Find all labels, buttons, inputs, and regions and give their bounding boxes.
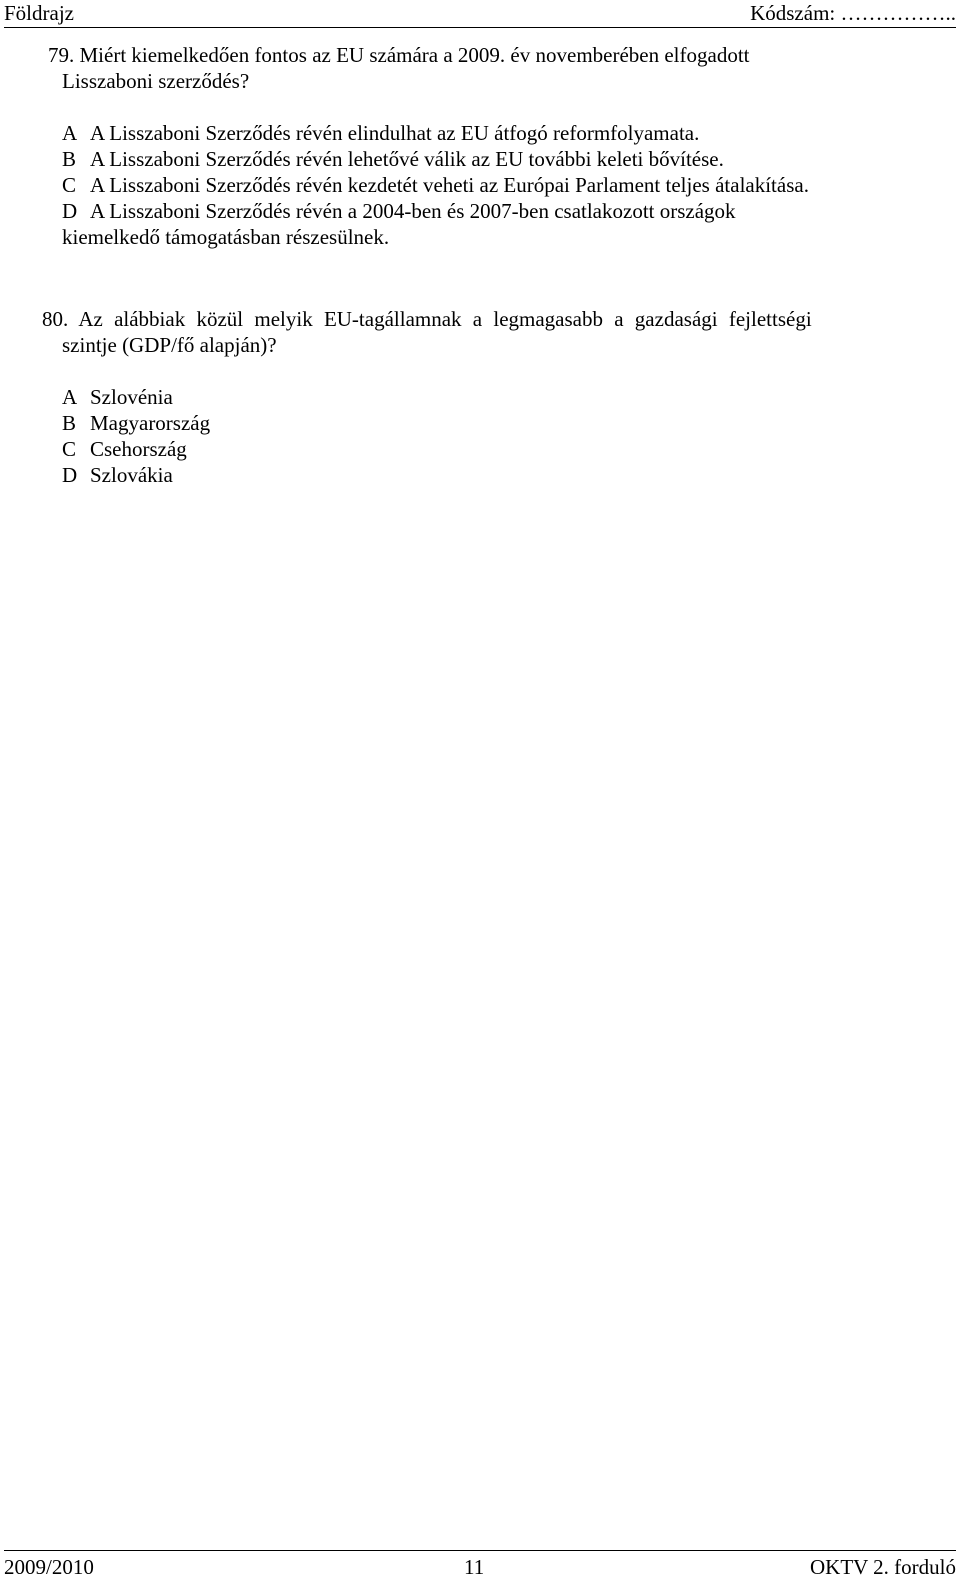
option-letter: A [62, 121, 78, 145]
option-text-continued: kiemelkedő támogatásban részesülnek. [62, 225, 390, 249]
option-79-a[interactable] [62, 120, 950, 146]
option-text: Szlovénia [90, 385, 173, 409]
option-text: Szlovákia [90, 463, 173, 487]
option-text: Csehország [90, 437, 187, 461]
option-text: A Lisszaboni Szerződés révén kezdetét veheti az Európai Parlament teljes átalakítása. [90, 173, 809, 197]
page-footer [4, 1550, 956, 1585]
option-79-b[interactable] [62, 146, 950, 172]
option-text: Magyarország [90, 411, 211, 435]
option-80-c[interactable] [62, 436, 950, 462]
option-79-d[interactable] [62, 198, 950, 250]
option-80-b[interactable] [62, 410, 950, 436]
option-letter: C [62, 437, 77, 461]
question-80 [42, 306, 950, 488]
question-79-options [62, 120, 950, 250]
option-letter: C [62, 173, 77, 197]
option-text: A Lisszaboni Szerződés révén a 2004-ben és 2007-ben csatlakozott országok [90, 199, 736, 223]
question-80-options [62, 384, 950, 488]
option-79-c[interactable] [62, 172, 950, 198]
subject-title: Földrajz [4, 1, 74, 25]
footer-year: 2009/2010 [4, 1555, 94, 1579]
option-letter: B [62, 411, 77, 435]
option-text: A Lisszaboni Szerződés révén lehetővé válik az EU további keleti bővítése. [90, 147, 724, 171]
page-header [4, 0, 956, 28]
option-letter: A [62, 385, 78, 409]
option-letter: B [62, 147, 77, 171]
question-80-line-2: szintje (GDP/fő alapján)? [62, 333, 277, 357]
option-80-a[interactable] [62, 384, 950, 410]
option-letter: D [62, 199, 78, 223]
question-79 [48, 42, 950, 250]
footer-round: OKTV 2. forduló [809, 1555, 956, 1579]
option-text: A Lisszaboni Szerződés révén elindulhat az EU átfogó reformfolyamata. [90, 121, 700, 145]
code-label: Kódszám: …………….. [750, 1, 956, 25]
option-letter: D [62, 463, 78, 487]
option-80-d[interactable] [62, 462, 950, 488]
question-79-line-1: 79. Miért kiemelkedően fontos az EU számára a 2009. év novemberében elfogadott [48, 43, 750, 67]
question-80-line-1: 80. Az alábbiak közül melyik EU-tagállamnak a legmagasabb a gazdasági fejlettségi [42, 307, 812, 331]
question-80-text [42, 306, 950, 358]
question-79-text [48, 42, 950, 94]
question-79-line-2: Lisszaboni szerződés? [62, 69, 250, 93]
page-number: 11 [464, 1555, 485, 1579]
